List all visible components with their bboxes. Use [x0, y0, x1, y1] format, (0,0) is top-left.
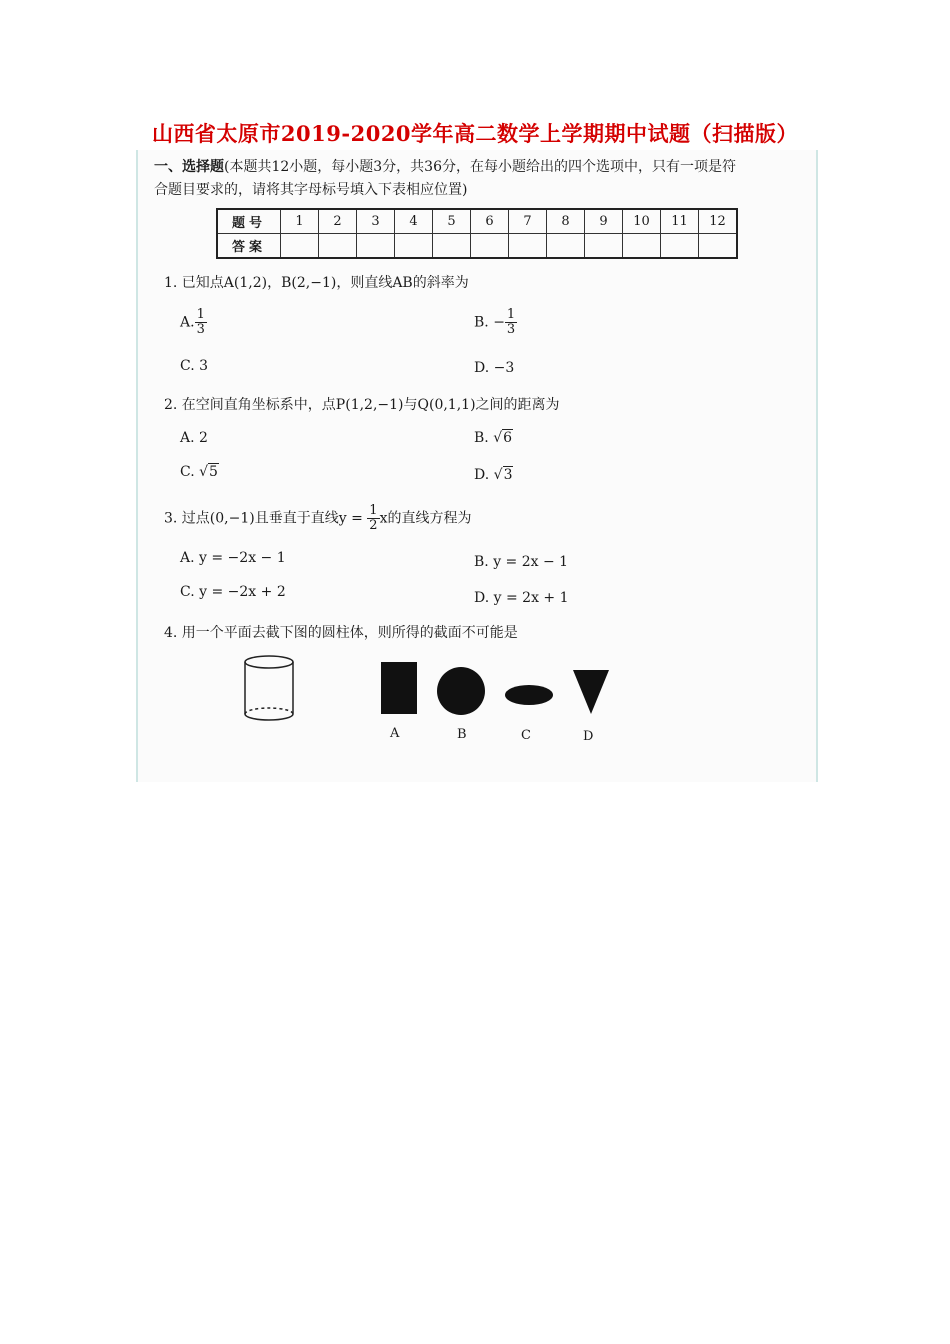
question-number-cell: 3	[357, 209, 395, 234]
shape-triangle	[573, 670, 609, 714]
question-2-option-c: C. √5	[180, 464, 218, 480]
answer-cell	[661, 234, 699, 259]
section-heading: 一、选择题	[154, 159, 224, 175]
figure-label-c: C	[521, 728, 531, 743]
figure-label-a: A	[390, 726, 400, 741]
figure-label-b: B	[457, 727, 467, 742]
question-2-option-d: D. √3	[474, 467, 513, 483]
answer-cell	[319, 234, 357, 259]
answer-cell	[623, 234, 661, 259]
shape-rectangle	[381, 662, 417, 714]
answer-table-answer-row	[217, 234, 737, 259]
question-number-header: 题号	[217, 209, 281, 234]
instruction-text-1: (本题共12小题，每小题3分，共36分，在每小题给出的四个选项中，只有一项是符	[224, 159, 736, 175]
question-number-cell: 2	[319, 209, 357, 234]
section-instructions-line1	[154, 156, 736, 176]
figure-label-d: D	[583, 729, 594, 744]
question-number-cell: 1	[281, 209, 319, 234]
question-number-cell: 10	[623, 209, 661, 234]
question-number-cell: 9	[585, 209, 623, 234]
answer-cell	[357, 234, 395, 259]
question-1-option-d: D. −3	[474, 360, 515, 376]
question-3-option-b: B. y = 2x − 1	[474, 554, 569, 570]
question-1-option-a: A. $\frac{1}{3}$	[180, 307, 205, 337]
question-number-cell: 7	[509, 209, 547, 234]
cylinder-figure	[245, 656, 293, 720]
question-3-stem: 3. 过点(0,−1)且垂直于直线y = $\frac{1}{2}$ x的直线方程为	[164, 503, 472, 533]
question-2-stem: 2. 在空间直角坐标系中，点P(1,2,−1)与Q(0,1,1)之间的距离为	[164, 397, 560, 413]
question-2-option-a: A. 2	[180, 430, 208, 446]
question-3-option-d: D. y = 2x + 1	[474, 590, 569, 606]
answer-cell	[509, 234, 547, 259]
answer-cell	[699, 234, 738, 259]
question-3-option-a: A. y = −2x − 1	[180, 550, 286, 566]
answer-table	[216, 208, 738, 259]
question-3-option-c: C. y = −2x + 2	[180, 584, 286, 600]
question-1-option-b: B. − $\frac{1}{3}$	[474, 307, 516, 337]
answer-header: 答案	[217, 234, 281, 259]
question-4-stem: 4. 用一个平面去截下图的圆柱体，则所得的截面不可能是	[164, 625, 518, 641]
page-title: 山西省太原市2019-2020学年高二数学上学期期中试题（扫描版）	[151, 121, 799, 146]
question-1-option-c: C. 3	[180, 358, 209, 374]
question-number-cell: 4	[395, 209, 433, 234]
question-1-stem: 1. 已知点A(1,2)，B(2,−1)，则直线AB的斜率为	[164, 275, 469, 291]
question-number-cell: 5	[433, 209, 471, 234]
answer-cell	[585, 234, 623, 259]
scanned-exam-page	[136, 150, 818, 782]
shape-ellipse	[505, 685, 553, 705]
question-number-cell: 8	[547, 209, 585, 234]
answer-cell	[395, 234, 433, 259]
answer-cell	[547, 234, 585, 259]
answer-cell	[281, 234, 319, 259]
shape-circle	[437, 667, 485, 715]
question-number-cell: 6	[471, 209, 509, 234]
question-number-cell: 11	[661, 209, 699, 234]
answer-table-number-row	[217, 209, 737, 234]
question-4-figure	[233, 650, 633, 730]
question-2-option-b: B. √6	[474, 430, 513, 446]
answer-cell	[471, 234, 509, 259]
answer-cell	[433, 234, 471, 259]
question-number-cell: 12	[699, 209, 738, 234]
section-instructions-line2: 合题目要求的，请将其字母标号填入下表相应位置)	[154, 182, 468, 198]
